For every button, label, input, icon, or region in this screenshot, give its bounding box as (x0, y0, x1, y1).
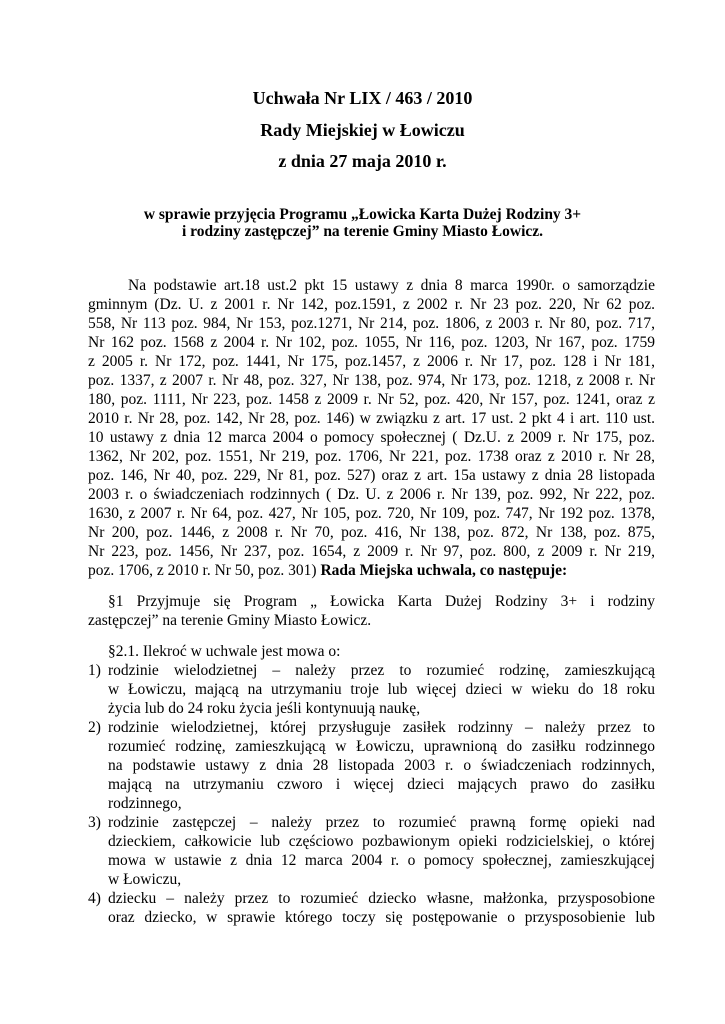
preamble-line: 180, poz. 1111, Nr 223, poz. 1458 z 2009 r. Nr 52, poz. 420, Nr 157, poz. 1241, oraz z (88, 391, 655, 408)
item-line: mowa w ustawie z dnia 12 marca 2004 r. o pomocy społecznej, zamieszkującej (108, 852, 655, 869)
item-line: dziecku – należy przez to rozumieć dziecko własne, małżonka, przysposobione (108, 890, 655, 907)
preamble-line: Na podstawie art.18 ust.2 pkt 15 ustawy z dnia 8 marca 1990r. o samorządzie (128, 277, 655, 294)
subject-line-1: w sprawie przyjęcia Programu „Łowicka Karta Dużej Rodziny 3+ (143, 206, 582, 223)
item-number: 2) (88, 719, 101, 736)
resolution-date: z dnia 27 maja 2010 r. (278, 151, 447, 171)
item-number: 1) (88, 662, 101, 679)
preamble-line: z 2005 r. Nr 172, poz. 1441, Nr 175, poz.1457, z 2006 r. Nr 17, poz. 128 i Nr 181, (88, 353, 655, 370)
item-line: w Łowiczu, (108, 871, 182, 888)
preamble-line: gminnym (Dz. U. z 2001 r. Nr 142, poz.1591, z 2002 r. Nr 23 poz. 220, Nr 62 poz. (88, 296, 655, 313)
preamble-line: Nr 162 poz. 1568 z 2004 r. Nr 102, poz. 1055, Nr 116, poz. 1203, Nr 167, poz. 1759 (88, 334, 655, 351)
item-number: 4) (88, 890, 101, 907)
preamble-citation-end: poz. 1706, z 2010 r. Nr 50, poz. 301) (88, 562, 321, 579)
preamble-line: poz. 146, Nr 40, poz. 229, Nr 81, poz. 527) oraz z art. 15a ustawy z dnia 28 listopada (88, 467, 655, 484)
enacting-formula: Rada Miejska uchwala, co następuje: (320, 562, 568, 579)
preamble-line: 1630, z 2007 r. Nr 64, poz. 427, Nr 105, poz. 720, Nr 109, poz. 747, Nr 192 poz. 1378, (88, 505, 655, 522)
preamble-line: 1362, Nr 202, poz. 1551, Nr 219, poz. 1706, Nr 221, poz. 1738 oraz z 2010 r. Nr 28, (88, 448, 655, 465)
preamble-line: 2010 r. Nr 28, poz. 142, Nr 28, poz. 146) w związku z art. 17 ust. 2 pkt 4 i art. 110 ust. (88, 410, 655, 427)
preamble-line: poz. 1337, z 2007 r. Nr 48, poz. 327, Nr 138, poz. 974, Nr 173, poz. 1218, z 2008 r. Nr (88, 372, 655, 389)
item-line: oraz dziecko, w sprawie którego toczy się postępowanie o przysposobienie lub (108, 909, 655, 926)
item-line: życia lub do 24 roku życia jeśli kontynuują naukę, (108, 700, 421, 717)
item-line: rodzinie wielodzietnej, której przysługuje zasiłek rodzinny – należy przez to (108, 719, 655, 736)
preamble-line: 2003 r. o świadczeniach rodzinnych ( Dz. U. z 2006 r. Nr 139, poz. 992, Nr 222, poz. (88, 486, 655, 503)
preamble-line: 558, Nr 113 poz. 984, Nr 153, poz.1271, Nr 214, poz. 1806, z 2003 r. Nr 80, poz. 717, (88, 315, 655, 332)
item-line: rozumieć rodzinę, zamieszkującą w Łowiczu, uprawnioną do zasiłku rodzinnego (108, 738, 655, 755)
council-name: Rady Miejskiej w Łowiczu (260, 120, 465, 140)
resolution-number: Uchwała Nr LIX / 463 / 2010 (252, 88, 473, 108)
item-line: na podstawie ustawy z dnia 28 listopada 2003 r. o świadczeniach rodzinnych, (108, 757, 655, 774)
section-2-intro: §2.1. Ilekroć w uchwale jest mowa o: (108, 643, 341, 660)
subject-line-2: i rodziny zastępczej” na terenie Gminy Miasto Łowicz. (181, 223, 544, 240)
item-line: rodzinie zastępczej – należy przez to rozumieć prawną formę opieki nad (108, 814, 655, 831)
preamble-line: 10 ustawy z dnia 12 marca 2004 o pomocy społecznej ( Dz.U. z 2009 r. Nr 175, poz. (88, 429, 655, 446)
item-line: w Łowiczu, mającą na utrzymaniu troje lub więcej dzieci w wieku do 18 roku (108, 681, 655, 698)
preamble-line: Nr 223, poz. 1456, Nr 237, poz. 1654, z 2009 r. Nr 97, poz. 800, z 2009 r. Nr 219, (88, 543, 655, 560)
preamble-last-line (88, 561, 567, 580)
item-line: dzieckiem, całkowicie lub częściowo pozbawionym opieki rodzicielskiej, o której (108, 833, 655, 850)
item-line: rodzinie wielodzietnej – należy przez to rozumieć rodzinę, zamieszkującą (108, 662, 655, 679)
item-line: mającą na utrzymaniu czworo i więcej dzieci mających prawo do zasiłku (108, 776, 655, 793)
item-number: 3) (88, 814, 101, 831)
section-1-line-1: §1 Przyjmuje się Program „ Łowicka Karta Dużej Rodziny 3+ i rodziny (108, 593, 655, 610)
section-1-line-2: zastępczej” na terenie Gminy Miasto Łowicz. (88, 612, 372, 629)
preamble-line: Nr 200, poz. 1446, z 2008 r. Nr 70, poz. 416, Nr 138, poz. 872, Nr 138, poz. 875, (88, 524, 655, 541)
item-line: rodzinnego, (108, 795, 182, 812)
